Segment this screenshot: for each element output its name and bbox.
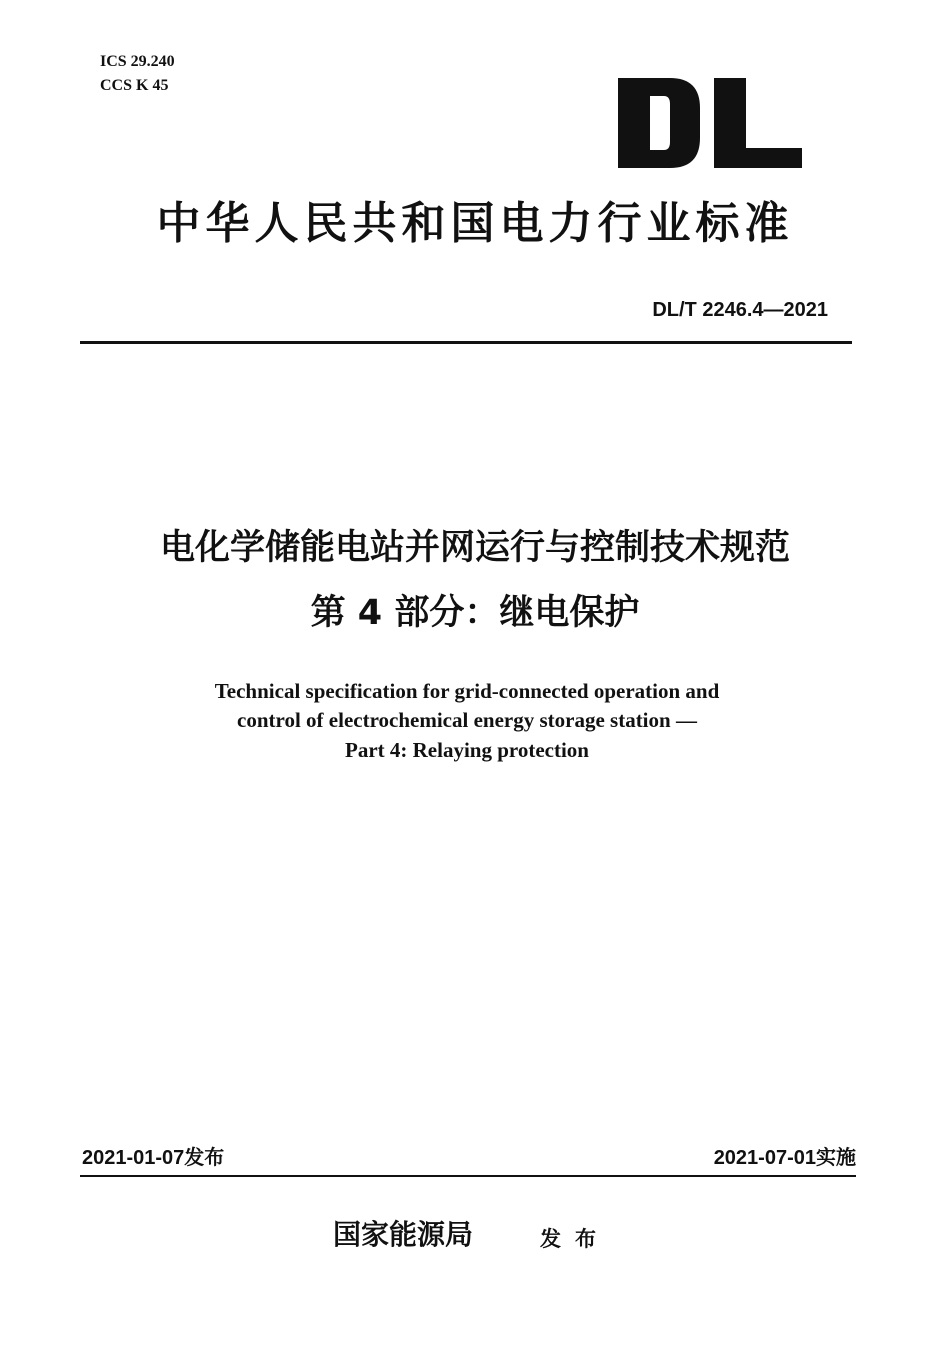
classification-codes — [100, 50, 175, 98]
title-en-line2: control of electrochemical energy storage station — — [237, 708, 697, 732]
bottom-divider — [80, 1175, 856, 1177]
title-en-line3: Part 4: Relaying protection — [345, 738, 589, 762]
issuer-action: 发布 — [540, 1226, 610, 1251]
org-title: 中华人民共和国电力行业标准 — [156, 198, 794, 249]
issue-date: 2021-01-07发布 — [82, 1147, 225, 1169]
ics-code: ICS 29.240 — [100, 53, 175, 70]
title-cn-line1: 电化学储能电站并网运行与控制技术规范 — [159, 528, 790, 568]
standard-number: DL/T 2246.4—2021 — [652, 299, 828, 321]
ccs-code: CCS K 45 — [100, 77, 169, 94]
effective-date: 2021-07-01实施 — [713, 1147, 856, 1169]
title-en-line1: Technical specification for grid-connected operation and — [214, 679, 720, 703]
issuer-name: 国家能源局 — [333, 1218, 474, 1251]
title-cn-line2: 第 4 部分：继电保护 — [310, 593, 640, 633]
top-divider — [80, 341, 852, 344]
dl-logo — [618, 78, 802, 168]
